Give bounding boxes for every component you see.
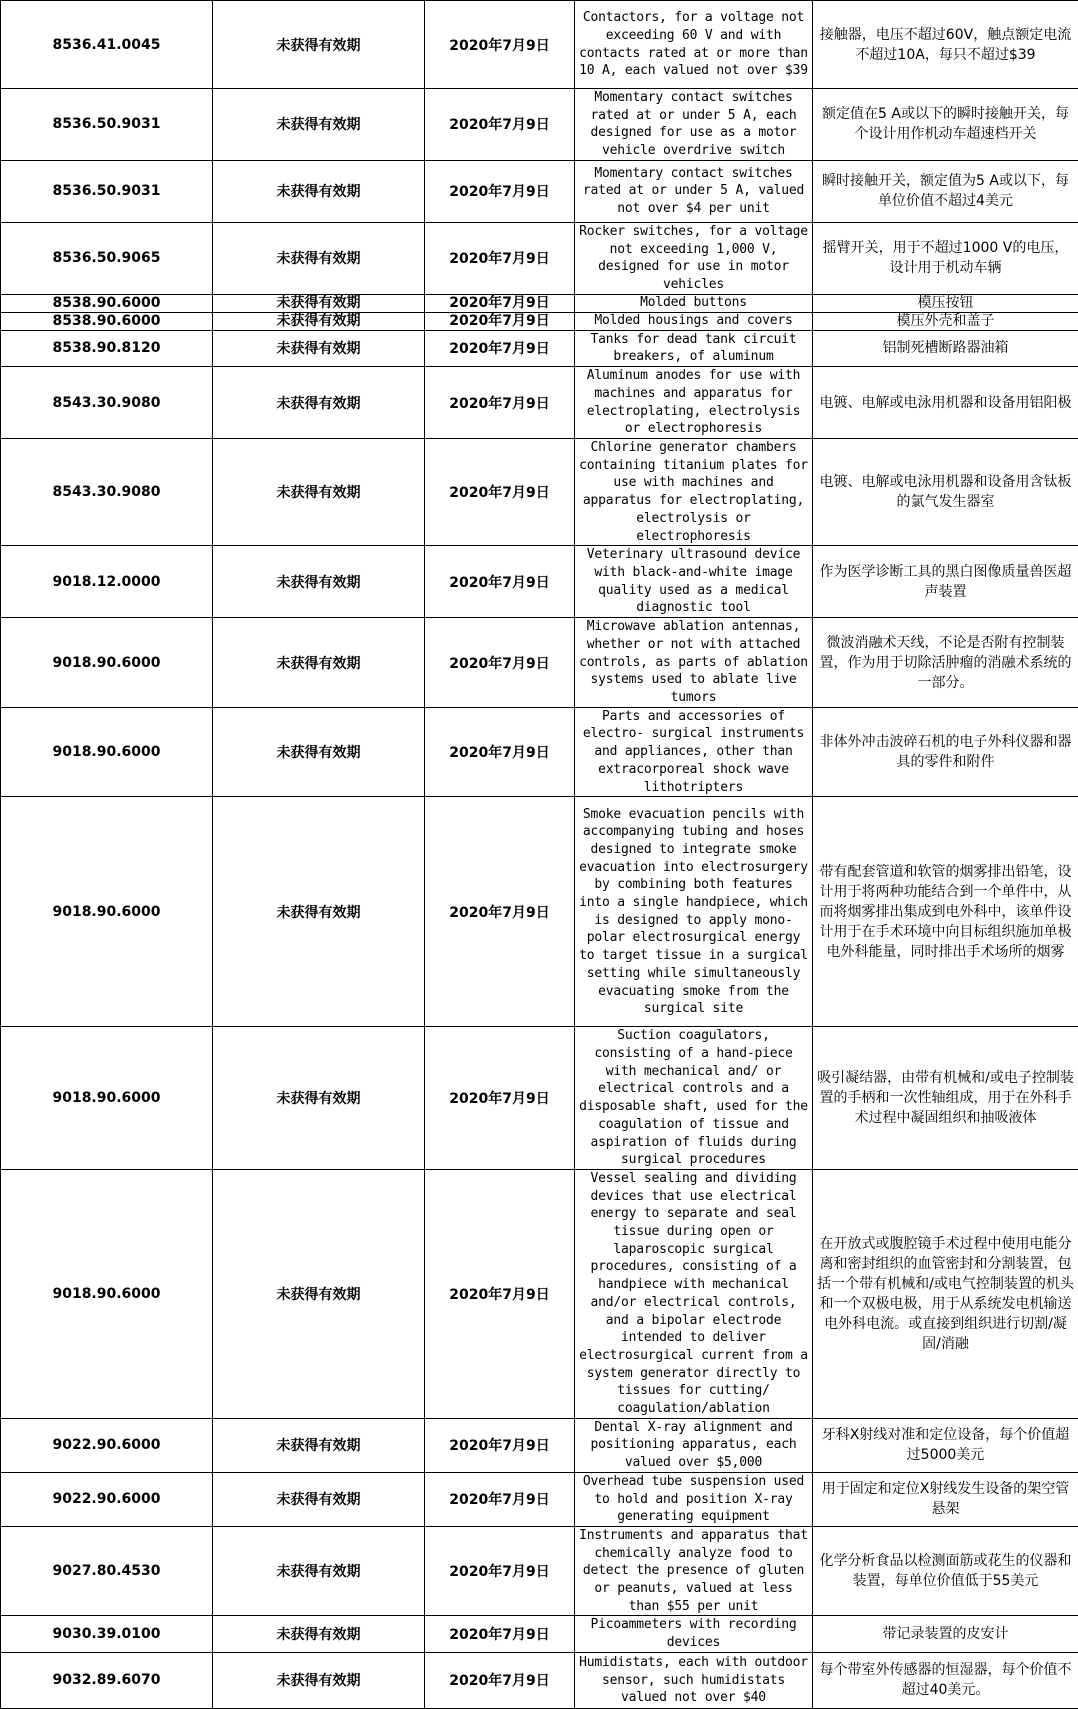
validity-status-cell: 未获得有效期 [213,618,425,708]
chinese-description-cell: 电镀、电解或电泳用机器和设备用含钛板的氯气发生器室 [813,439,1078,546]
table-row [1,1616,1078,1652]
english-description-cell: Contactors, for a voltage not exceeding 60 V and with contacts rated at or more than 10 A, each valued not over $39 [575,1,813,89]
table-row [1,294,1078,312]
validity-status-cell: 未获得有效期 [213,330,425,366]
validity-status-cell: 未获得有效期 [213,1,425,89]
english-description-cell: Molded housings and covers [575,312,813,330]
hts-code-cell: 8538.90.6000 [1,294,213,312]
date-cell: 2020年7月9日 [425,546,575,618]
hts-code-cell: 8543.30.9080 [1,367,213,439]
chinese-description-cell: 模压外壳和盖子 [813,312,1078,330]
hts-code-cell: 8536.50.9031 [1,89,213,161]
date-cell: 2020年7月9日 [425,1027,575,1170]
hts-code-cell: 9018.12.0000 [1,546,213,618]
validity-status-cell: 未获得有效期 [213,367,425,439]
validity-status-cell: 未获得有效期 [213,1027,425,1170]
date-cell: 2020年7月9日 [425,160,575,222]
chinese-description-cell: 带记录装置的皮安计 [813,1616,1078,1652]
table-row [1,222,1078,294]
table-row [1,1027,1078,1170]
chinese-description-cell: 吸引凝结器，由带有机械和/或电子控制装置的手柄和一次性轴组成，用于在外科手术过程中凝固组织和抽吸液体 [813,1027,1078,1170]
chinese-description-cell: 摇臂开关，用于不超过1000 V的电压，设计用于机动车辆 [813,222,1078,294]
date-cell: 2020年7月9日 [425,707,575,797]
table-row [1,312,1078,330]
hts-code-cell: 8536.41.0045 [1,1,213,89]
date-cell: 2020年7月9日 [425,294,575,312]
date-cell: 2020年7月9日 [425,439,575,546]
table-row [1,546,1078,618]
chinese-description-cell: 额定值在5 A或以下的瞬时接触开关，每个设计用作机动车超速档开关 [813,89,1078,161]
table-row [1,439,1078,546]
validity-status-cell: 未获得有效期 [213,1169,425,1418]
chinese-description-cell: 牙科X射线对准和定位设备，每个价值超过5000美元 [813,1418,1078,1472]
hts-code-cell: 9018.90.6000 [1,618,213,708]
english-description-cell: Tanks for dead tank circuit breakers, of aluminum [575,330,813,366]
hts-code-cell: 9018.90.6000 [1,1027,213,1170]
english-description-cell: Dental X-ray alignment and positioning apparatus, each valued over $5,000 [575,1418,813,1472]
hts-code-cell: 9018.90.6000 [1,1169,213,1418]
english-description-cell: Instruments and apparatus that chemically analyze food to detect the presence of gluten or peanuts, valued at less than $55 per unit [575,1526,813,1616]
table-body [1,1,1078,1709]
validity-status-cell: 未获得有效期 [213,797,425,1027]
english-description-cell: Overhead tube suspension used to hold and position X-ray generating equipment [575,1472,813,1526]
english-description-cell: Veterinary ultrasound device with black-and-white image quality used as a medical diagnostic tool [575,546,813,618]
date-cell: 2020年7月9日 [425,1652,575,1708]
validity-status-cell: 未获得有效期 [213,89,425,161]
validity-status-cell: 未获得有效期 [213,546,425,618]
table-row [1,160,1078,222]
validity-status-cell: 未获得有效期 [213,1652,425,1708]
hts-code-cell: 8536.50.9065 [1,222,213,294]
english-description-cell: Rocker switches, for a voltage not exceeding 1,000 V, designed for use in motor vehicles [575,222,813,294]
chinese-description-cell: 接触器，电压不超过60V，触点额定电流不超过10A，每只不超过$39 [813,1,1078,89]
chinese-description-cell: 微波消融术天线，不论是否附有控制装置，作为用于切除活肿瘤的消融术系统的一部分。 [813,618,1078,708]
table-row [1,707,1078,797]
chinese-description-cell: 铝制死槽断路器油箱 [813,330,1078,366]
chinese-description-cell: 每个带室外传感器的恒湿器，每个价值不超过40美元。 [813,1652,1078,1708]
date-cell: 2020年7月9日 [425,1526,575,1616]
chinese-description-cell: 模压按钮 [813,294,1078,312]
validity-status-cell: 未获得有效期 [213,160,425,222]
table-row [1,89,1078,161]
date-cell: 2020年7月9日 [425,618,575,708]
chinese-description-cell: 作为医学诊断工具的黑白图像质量兽医超声装置 [813,546,1078,618]
table-row [1,797,1078,1027]
english-description-cell: Momentary contact switches rated at or under 5 A, each designed for use as a motor vehicle overdrive switch [575,89,813,161]
english-description-cell: Suction coagulators, consisting of a hand-piece with mechanical and/ or electrical controls and a disposable shaft, used for the coagulation of tissue and aspiration of fluids during surgical procedures [575,1027,813,1170]
hts-code-cell: 8536.50.9031 [1,160,213,222]
english-description-cell: Chlorine generator chambers containing titanium plates for use with machines and apparatus for electroplating, electrolysis or electrophoresis [575,439,813,546]
date-cell: 2020年7月9日 [425,1169,575,1418]
table-row [1,1472,1078,1526]
chinese-description-cell: 瞬时接触开关，额定值为5 A或以下，每单位价值不超过4美元 [813,160,1078,222]
table-row [1,1169,1078,1418]
hts-code-cell: 8538.90.8120 [1,330,213,366]
hts-code-cell: 9022.90.6000 [1,1418,213,1472]
hts-code-cell: 9032.89.6070 [1,1652,213,1708]
hts-code-cell: 8543.30.9080 [1,439,213,546]
english-description-cell: Humidistats, each with outdoor sensor, such humidistats valued not over $40 [575,1652,813,1708]
table-row [1,1418,1078,1472]
validity-status-cell: 未获得有效期 [213,1418,425,1472]
english-description-cell: Picoammeters with recording devices [575,1616,813,1652]
date-cell: 2020年7月9日 [425,222,575,294]
english-description-cell: Microwave ablation antennas, whether or not with attached controls, as parts of ablation systems used to ablate live tumors [575,618,813,708]
date-cell: 2020年7月9日 [425,797,575,1027]
chinese-description-cell: 非体外冲击波碎石机的电子外科仪器和器具的零件和附件 [813,707,1078,797]
date-cell: 2020年7月9日 [425,1418,575,1472]
validity-status-cell: 未获得有效期 [213,1526,425,1616]
english-description-cell: Aluminum anodes for use with machines and apparatus for electroplating, electrolysis or electrophoresis [575,367,813,439]
validity-status-cell: 未获得有效期 [213,1472,425,1526]
date-cell: 2020年7月9日 [425,89,575,161]
table-row [1,367,1078,439]
table-row [1,1652,1078,1708]
table-row [1,1,1078,89]
hts-code-cell: 9030.39.0100 [1,1616,213,1652]
validity-status-cell: 未获得有效期 [213,707,425,797]
chinese-description-cell: 用于固定和定位X射线发生设备的架空管悬架 [813,1472,1078,1526]
date-cell: 2020年7月9日 [425,312,575,330]
date-cell: 2020年7月9日 [425,330,575,366]
validity-status-cell: 未获得有效期 [213,312,425,330]
hts-code-cell: 9027.80.4530 [1,1526,213,1616]
chinese-description-cell: 带有配套管道和软管的烟雾排出铅笔，设计用于将两种功能结合到一个单件中，从而将烟雾排出集成到电外科中，该单件设计用于在手术环境中向目标组织施加单极电外科能量，同时排出手术场所的烟雾 [813,797,1078,1027]
hts-code-cell: 9018.90.6000 [1,797,213,1027]
date-cell: 2020年7月9日 [425,1616,575,1652]
english-description-cell: Smoke evacuation pencils with accompanying tubing and hoses designed to integrate smoke evacuation into electrosurgery by combining both features into a single handpiece, which is designed to apply mono-polar electrosurgical energy to target tissue in a surgical setting while simultaneously evacuating smoke from the surgical site [575,797,813,1027]
date-cell: 2020年7月9日 [425,1472,575,1526]
hts-code-cell: 9022.90.6000 [1,1472,213,1526]
english-description-cell: Vessel sealing and dividing devices that use electrical energy to separate and seal tissue during open or laparoscopic surgical procedures, consisting of a handpiece with mechanical and/or electrical controls, and a bipolar electrode intended to deliver electrosurgical current from a system generator directly to tissues for cutting/ coagulation/ablation [575,1169,813,1418]
english-description-cell: Momentary contact switches rated at or under 5 A, valued not over $4 per unit [575,160,813,222]
chinese-description-cell: 化学分析食品以检测面筋或花生的仪器和装置，每单位价值低于55美元 [813,1526,1078,1616]
chinese-description-cell: 电镀、电解或电泳用机器和设备用铝阳极 [813,367,1078,439]
chinese-description-cell: 在开放式或腹腔镜手术过程中使用电能分离和密封组织的血管密封和分割装置，包括一个带有机械和/或电气控制装置的机头和一个双极电极，用于从系统发电机输送电外科电流。或直接到组织进行切割/凝固/消融 [813,1169,1078,1418]
validity-status-cell: 未获得有效期 [213,1616,425,1652]
date-cell: 2020年7月9日 [425,1,575,89]
validity-status-cell: 未获得有效期 [213,439,425,546]
date-cell: 2020年7月9日 [425,367,575,439]
table-row [1,330,1078,366]
english-description-cell: Parts and accessories of electro- surgical instruments and appliances, other than extracorporeal shock wave lithotripters [575,707,813,797]
hts-code-cell: 9018.90.6000 [1,707,213,797]
table-row [1,618,1078,708]
hts-code-cell: 8538.90.6000 [1,312,213,330]
validity-status-cell: 未获得有效期 [213,222,425,294]
validity-status-cell: 未获得有效期 [213,294,425,312]
english-description-cell: Molded buttons [575,294,813,312]
table-row [1,1526,1078,1616]
